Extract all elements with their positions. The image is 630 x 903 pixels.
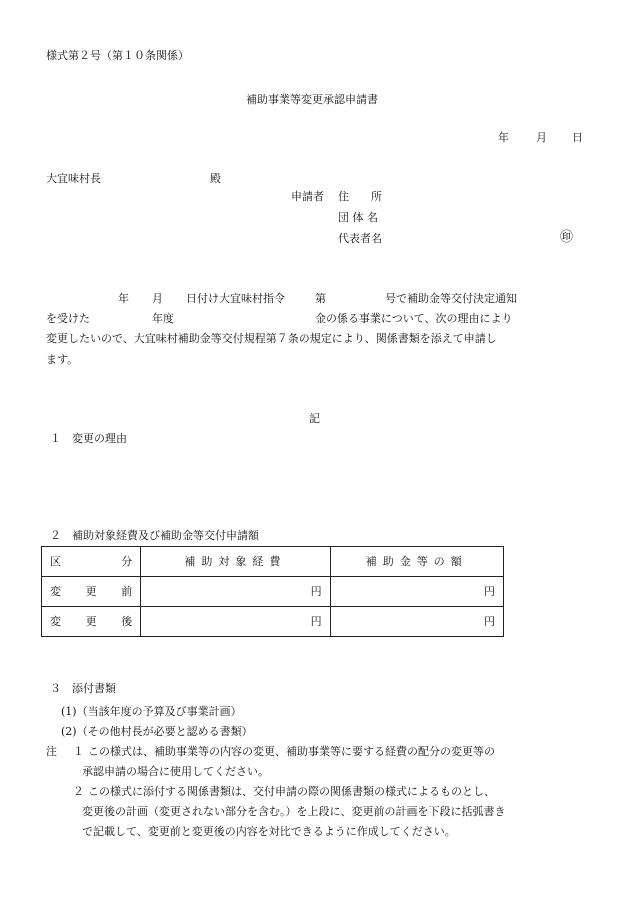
page-title: 補助事業等変更承認申請書 bbox=[246, 93, 378, 106]
note2-number: ２ bbox=[73, 785, 84, 798]
attachment-item: (2)（その他村長が必要と認める書類） bbox=[61, 725, 253, 738]
note2-line1: この様式に添付する関係書類は、交付申請の際の関係書類の様式によるものとし、 bbox=[88, 785, 495, 798]
section1-heading: １ 変更の理由 bbox=[50, 432, 127, 445]
row-label-char: 変 bbox=[50, 614, 61, 628]
body-line1-no: 第 bbox=[315, 292, 326, 305]
date-year: 年 bbox=[498, 131, 509, 144]
body-month: 月 bbox=[152, 292, 163, 305]
attachment-item: (1)（当該年度の予算及び事業計画） bbox=[61, 705, 242, 718]
addressee-name: 大宜味村長 bbox=[46, 172, 101, 185]
applicant-label: 申請者 bbox=[291, 190, 324, 203]
note2-line3: で記載して、変更前と変更後の内容を対比できるように作成してください。 bbox=[82, 825, 456, 838]
body-line2-tail: 金の係る事業について、次の理由により bbox=[315, 312, 513, 325]
section2-heading: ２ 補助対象経費及び補助金等交付申請額 bbox=[50, 529, 259, 542]
representative-label: 代表者名 bbox=[338, 232, 382, 245]
date-month: 月 bbox=[536, 131, 547, 144]
cost-after-cell: 円 bbox=[141, 607, 330, 637]
addressee-honorific: 殿 bbox=[210, 172, 221, 185]
note1-line1: この様式は、補助事業等の内容の変更、補助事業等に要する経費の配分の変更等の bbox=[88, 745, 495, 758]
header-category-right: 分 bbox=[121, 554, 133, 568]
note2-line2: 変更後の計画（変更されない部分を含む。）を上段に、変更前の計画を下段に括弧書き bbox=[82, 805, 506, 818]
address-label: 住 所 bbox=[338, 190, 382, 203]
body-line2-nendo: 年度 bbox=[152, 312, 174, 325]
row-label-char: 更 bbox=[85, 584, 97, 598]
row-label-char: 前 bbox=[121, 584, 133, 598]
table-row bbox=[42, 607, 504, 637]
body-year: 年 bbox=[118, 292, 129, 305]
notes-label: 注 bbox=[46, 745, 57, 758]
body-line1-tail: 号で補助金等交付決定通知 bbox=[385, 292, 517, 305]
group-name-label: 団 体 名 bbox=[338, 211, 378, 224]
amount-after-cell: 円 bbox=[330, 607, 503, 637]
header-cost: 補助対象経費 bbox=[141, 547, 330, 577]
date-day: 日 bbox=[572, 131, 583, 144]
table-row bbox=[42, 577, 504, 607]
cost-before-cell: 円 bbox=[141, 577, 330, 607]
body-line4: ます。 bbox=[46, 353, 79, 366]
header-amount: 補助金等の額 bbox=[330, 547, 503, 577]
note1-number: １ bbox=[73, 745, 84, 758]
seal-mark: ㊞ bbox=[560, 230, 574, 245]
body-line1-mid: 日付け大宜味村指令 bbox=[186, 292, 285, 305]
section3-heading: ３ 添付書類 bbox=[50, 682, 116, 695]
row-label-char: 変 bbox=[50, 584, 61, 598]
budget-table bbox=[41, 546, 504, 637]
header-category-left: 区 bbox=[50, 554, 61, 568]
amount-before-cell: 円 bbox=[330, 577, 503, 607]
body-line3: 変更したいので、大宜味村補助金等交付規程第７条の規定により、関係書類を添えて申請し bbox=[46, 332, 497, 345]
row-label-char: 更 bbox=[85, 614, 97, 628]
row-label-char: 後 bbox=[121, 614, 133, 628]
body-line2-head: を受けた bbox=[46, 312, 90, 325]
note1-line2: 承認申請の場合に使用してください。 bbox=[82, 765, 269, 778]
form-label: 様式第２号（第１０条関係） bbox=[46, 49, 189, 62]
table-header-row bbox=[42, 547, 504, 577]
ki-mark: 記 bbox=[309, 412, 320, 425]
